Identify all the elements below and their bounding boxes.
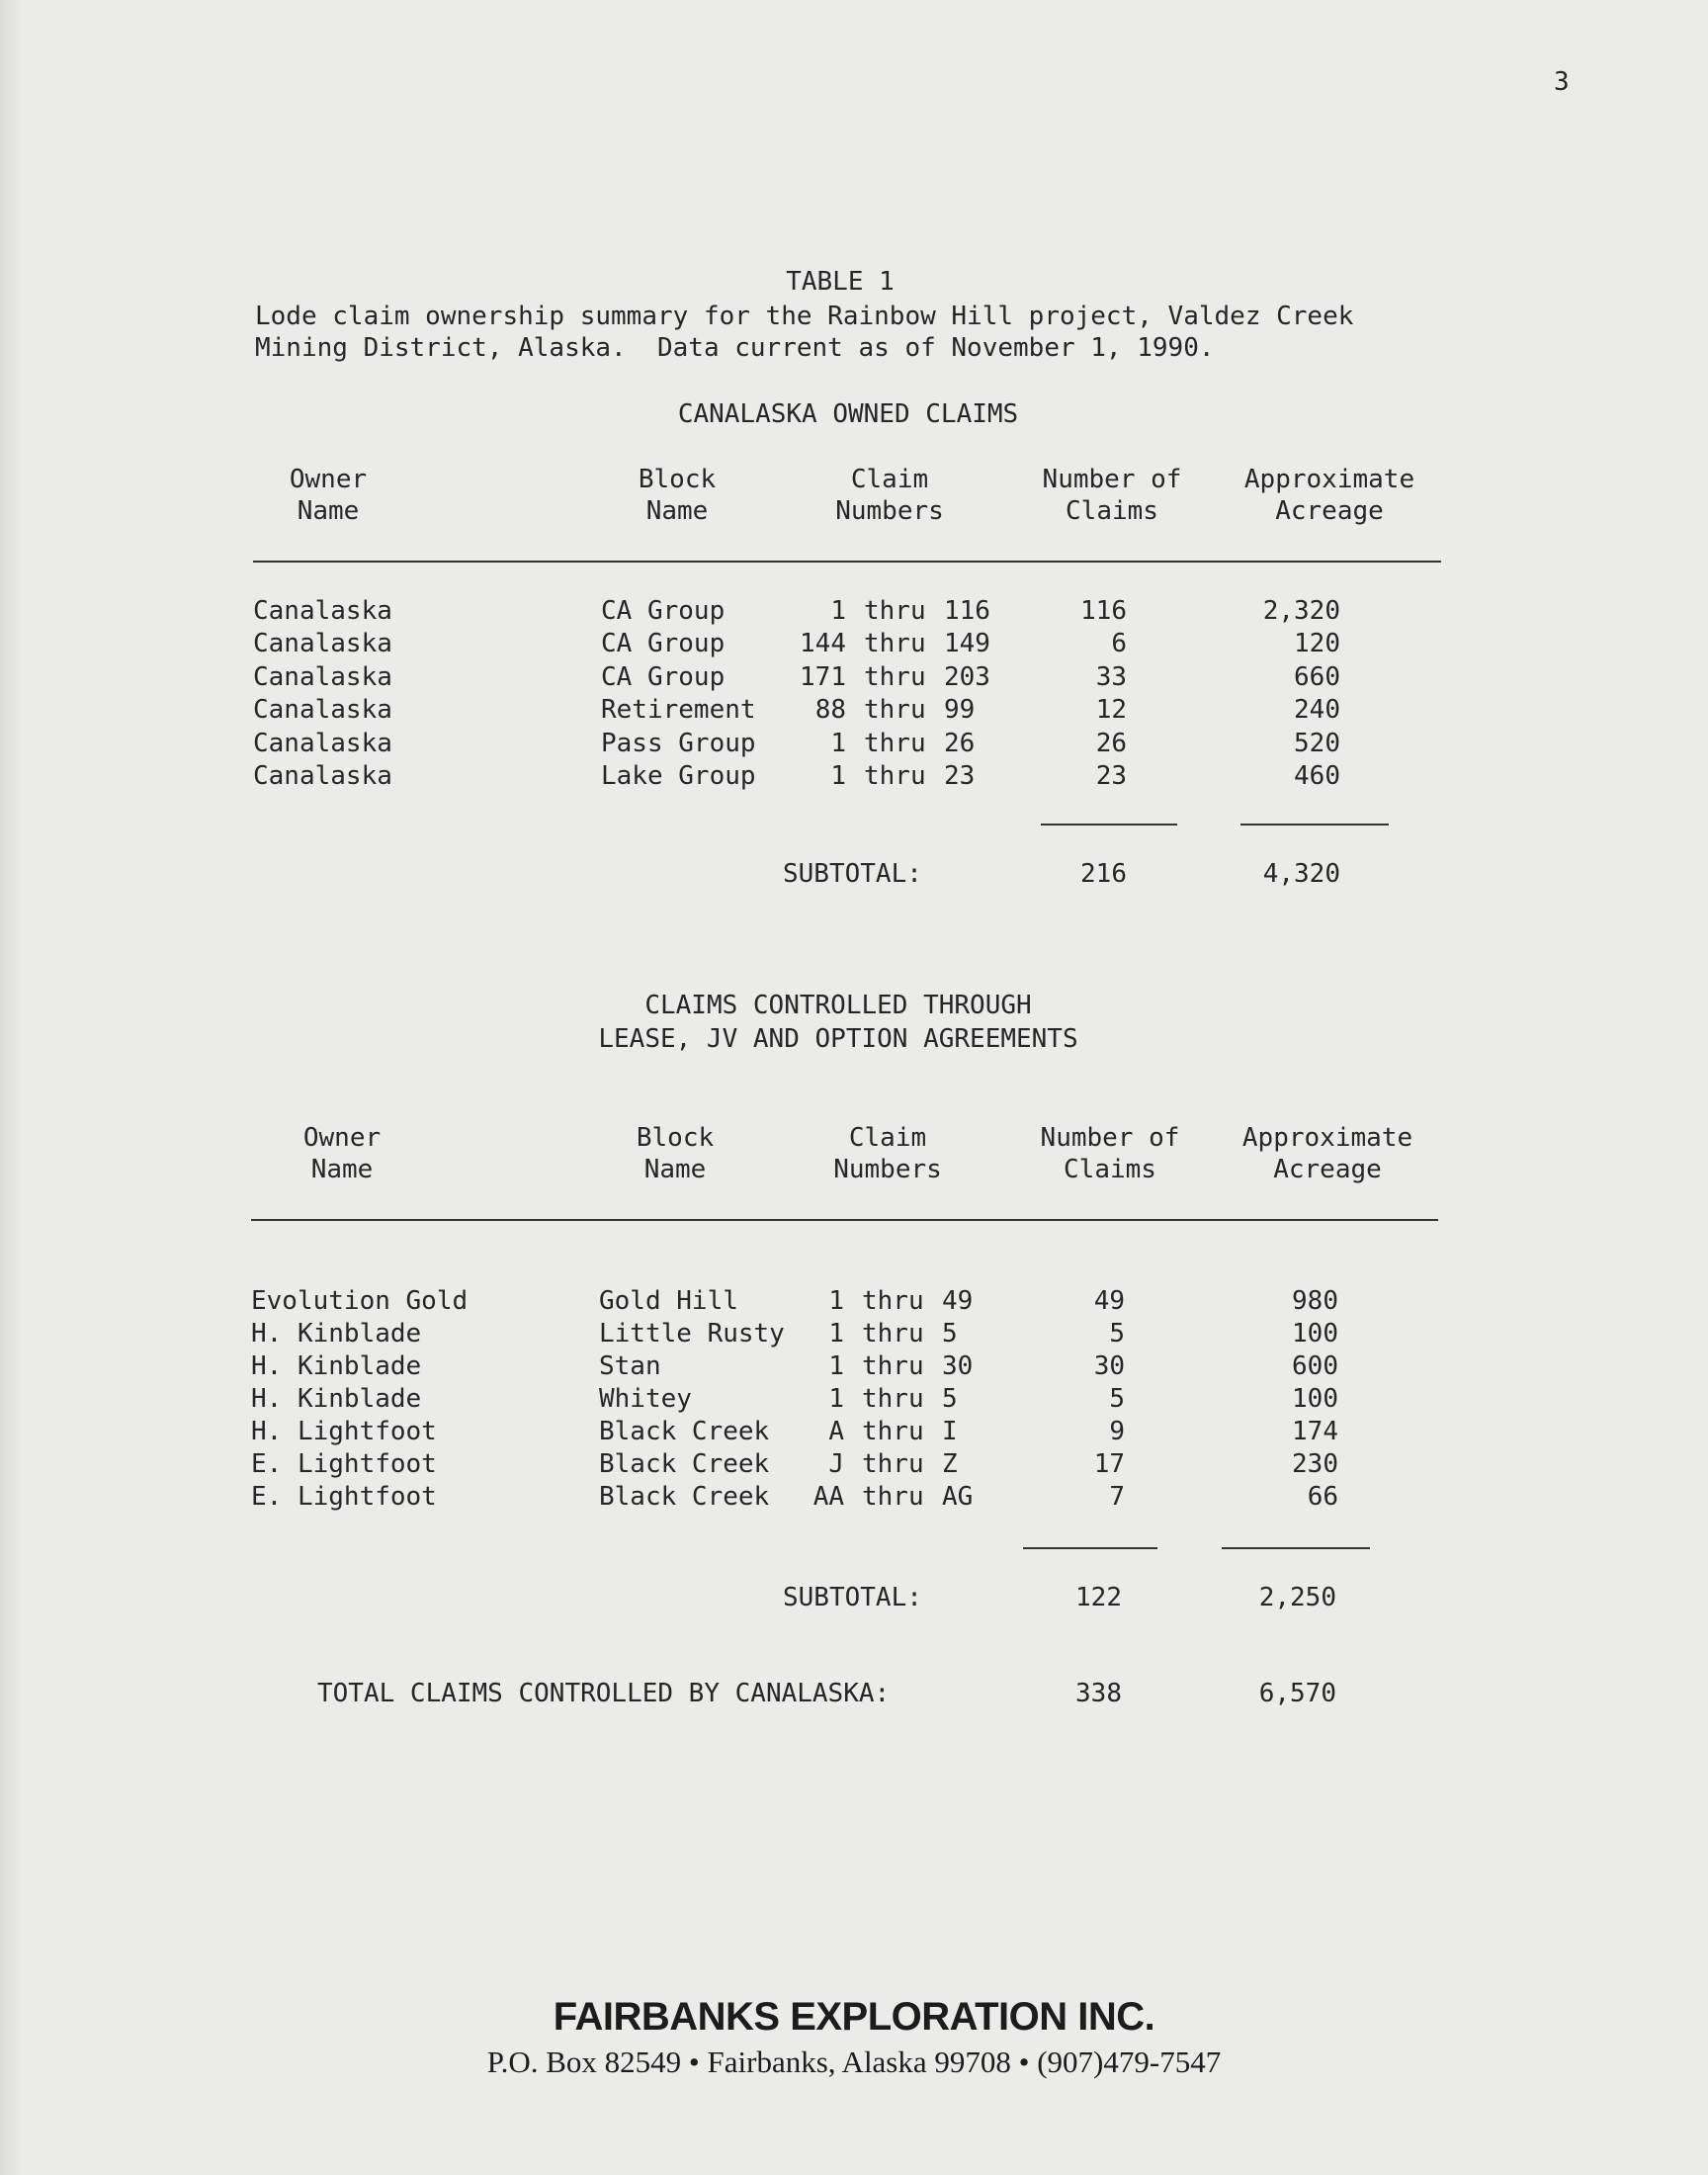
cell-from: 1	[830, 728, 846, 758]
cell-from: AA	[812, 1482, 844, 1512]
cell-thru: thru	[862, 1319, 924, 1348]
cell-acreage: 100	[1292, 1384, 1338, 1414]
cell-to: 26	[944, 728, 976, 758]
cell-to: 149	[944, 629, 990, 659]
cell-owner: Canalaska	[253, 695, 392, 726]
cell-acreage: 660	[1294, 661, 1340, 692]
cell-owner: E. Lightfoot	[251, 1482, 437, 1512]
header-claim-line1: Claim	[850, 465, 929, 494]
cell-from: 1	[828, 1319, 844, 1348]
table-row	[0, 1417, 1708, 1450]
table-row	[0, 1482, 1708, 1516]
section-2-header-rule	[251, 1219, 1438, 1221]
cell-to: 116	[944, 596, 990, 626]
cell-acreage: 174	[1292, 1417, 1338, 1446]
cell-from: 1	[830, 761, 846, 791]
cell-thru: thru	[862, 1417, 924, 1446]
header-acreage-line2: Acreage	[1273, 1155, 1382, 1184]
header-block-line2: Name	[643, 1155, 707, 1184]
cell-block: Gold Hill	[599, 1286, 738, 1316]
header-count-line2: Claims	[1066, 496, 1158, 526]
section-1-count-rule	[1041, 824, 1177, 826]
cell-from: J	[828, 1449, 844, 1479]
cell-from: 88	[814, 695, 846, 726]
cell-count: 116	[1080, 596, 1127, 626]
cell-to: 5	[942, 1384, 958, 1414]
cell-block: CA Group	[601, 596, 726, 626]
cell-thru: thru	[864, 695, 926, 726]
cell-from: 1	[828, 1286, 844, 1316]
table-label: TABLE 1	[786, 267, 895, 297]
cell-count: 17	[1093, 1449, 1125, 1479]
cell-owner: H. Kinblade	[251, 1351, 422, 1381]
cell-block: Stan	[599, 1351, 661, 1381]
cell-to: Z	[942, 1449, 958, 1479]
section-1-subtotal-count: 216	[1080, 859, 1127, 889]
section-2-count-rule	[1023, 1547, 1157, 1549]
cell-owner: Canalaska	[253, 661, 392, 692]
section-1-header-rule	[253, 561, 1441, 563]
page-number: 3	[1554, 67, 1570, 97]
cell-from: 1	[828, 1351, 844, 1381]
cell-count: 26	[1095, 728, 1127, 758]
cell-block: Retirement	[601, 695, 756, 726]
cell-thru: thru	[864, 596, 926, 626]
cell-acreage: 600	[1292, 1351, 1338, 1381]
header-owner-line2: Name	[297, 496, 360, 526]
cell-owner: H. Lightfoot	[251, 1417, 437, 1446]
header-block-line2: Name	[645, 496, 709, 526]
section-1-subtotal-label: SUBTOTAL:	[783, 859, 922, 889]
cell-owner: Canalaska	[253, 629, 392, 659]
cell-from: 144	[800, 629, 846, 659]
company-name: FAIRBANKS EXPLORATION INC.	[553, 1995, 1155, 2039]
cell-acreage: 2,320	[1262, 596, 1340, 626]
table-row	[0, 695, 1708, 729]
section-1-subtotal-acreage: 4,320	[1262, 859, 1340, 889]
cell-block: Black Creek	[599, 1417, 770, 1446]
cell-to: 30	[942, 1351, 974, 1381]
header-owner-line2: Name	[310, 1155, 374, 1184]
cell-owner: H. Kinblade	[251, 1319, 422, 1348]
company-address: P.O. Box 82549 • Fairbanks, Alaska 99708 • (907)479-7547	[486, 2044, 1222, 2079]
cell-to: AG	[942, 1482, 974, 1512]
cell-count: 9	[1109, 1417, 1125, 1446]
table-row	[0, 1286, 1708, 1320]
header-owner-line1: Owner	[302, 1123, 382, 1153]
cell-owner: Canalaska	[253, 761, 392, 791]
section-2-subtotal-acreage: 2,250	[1258, 1583, 1336, 1612]
cell-count: 30	[1093, 1351, 1125, 1381]
cell-thru: thru	[862, 1482, 924, 1512]
table-row	[0, 1351, 1708, 1385]
cell-thru: thru	[864, 761, 926, 791]
section-2-title-line-1: CLAIMS CONTROLLED THROUGH	[644, 991, 1032, 1020]
table-row	[0, 596, 1708, 630]
header-acreage-line1: Approximate	[1243, 465, 1415, 494]
cell-count: 12	[1095, 695, 1127, 726]
cell-block: CA Group	[601, 661, 726, 692]
cell-thru: thru	[862, 1449, 924, 1479]
cell-from: 171	[800, 661, 846, 692]
total-acreage: 6,570	[1258, 1679, 1336, 1708]
cell-thru: thru	[862, 1351, 924, 1381]
cell-block: Pass Group	[601, 728, 756, 758]
header-acreage-line1: Approximate	[1241, 1123, 1413, 1153]
header-owner-line1: Owner	[289, 465, 368, 494]
cell-acreage: 460	[1294, 761, 1340, 791]
cell-block: Little Rusty	[599, 1319, 785, 1348]
cell-block: Black Creek	[599, 1449, 770, 1479]
table-row	[0, 1449, 1708, 1483]
total-count: 338	[1075, 1679, 1122, 1708]
cell-count: 6	[1111, 629, 1127, 659]
table-row	[0, 629, 1708, 662]
cell-thru: thru	[864, 661, 926, 692]
section-1-title: CANALASKA OWNED CLAIMS	[677, 399, 1019, 429]
header-block-line1: Block	[636, 1123, 715, 1153]
cell-count: 23	[1095, 761, 1127, 791]
cell-from: A	[828, 1417, 844, 1446]
table-row	[0, 1384, 1708, 1418]
table-row	[0, 1319, 1708, 1352]
cell-count: 49	[1093, 1286, 1125, 1316]
cell-acreage: 980	[1292, 1286, 1338, 1316]
cell-owner: E. Lightfoot	[251, 1449, 437, 1479]
cell-to: 5	[942, 1319, 958, 1348]
cell-to: 99	[944, 695, 976, 726]
cell-acreage: 520	[1294, 728, 1340, 758]
section-2-title-line-2: LEASE, JV AND OPTION AGREEMENTS	[598, 1024, 1078, 1054]
cell-block: Lake Group	[601, 761, 756, 791]
cell-count: 5	[1109, 1384, 1125, 1414]
cell-acreage: 120	[1294, 629, 1340, 659]
cell-count: 7	[1109, 1482, 1125, 1512]
cell-to: I	[942, 1417, 958, 1446]
header-claim-line2: Numbers	[833, 1155, 942, 1184]
section-2-subtotal-label: SUBTOTAL:	[783, 1583, 922, 1612]
table-row	[0, 729, 1708, 762]
header-count-line1: Number of	[1040, 1123, 1180, 1153]
header-claim-line2: Numbers	[835, 496, 944, 526]
cell-to: 23	[944, 761, 976, 791]
scan-edge-shadow	[0, 0, 22, 2175]
table-row	[0, 761, 1708, 795]
header-count-line1: Number of	[1042, 465, 1182, 494]
header-claim-line1: Claim	[848, 1123, 927, 1153]
cell-thru: thru	[862, 1286, 924, 1316]
cell-thru: thru	[862, 1384, 924, 1414]
header-acreage-line2: Acreage	[1275, 496, 1384, 526]
cell-from: 1	[830, 596, 846, 626]
header-count-line2: Claims	[1064, 1155, 1156, 1184]
total-label: TOTAL CLAIMS CONTROLLED BY CANALASKA:	[317, 1679, 891, 1708]
section-1-acreage-rule	[1240, 824, 1389, 826]
cell-owner: H. Kinblade	[251, 1384, 422, 1414]
cell-thru: thru	[864, 629, 926, 659]
cell-owner: Evolution Gold	[251, 1286, 469, 1316]
section-2-acreage-rule	[1222, 1547, 1370, 1549]
cell-acreage: 66	[1307, 1482, 1338, 1512]
cell-owner: Canalaska	[253, 596, 392, 626]
cell-owner: Canalaska	[253, 728, 392, 758]
cell-acreage: 240	[1294, 695, 1340, 726]
cell-to: 49	[942, 1286, 974, 1316]
cell-block: Black Creek	[599, 1482, 770, 1512]
cell-from: 1	[828, 1384, 844, 1414]
cell-thru: thru	[864, 728, 926, 758]
header-block-line1: Block	[638, 465, 717, 494]
cell-count: 33	[1095, 661, 1127, 692]
section-2-subtotal-count: 122	[1075, 1583, 1122, 1612]
cell-block: Whitey	[599, 1384, 692, 1414]
cell-acreage: 100	[1292, 1319, 1338, 1348]
table-row	[0, 662, 1708, 696]
caption-line-2: Mining District, Alaska. Data current as of November 1, 1990.	[255, 333, 1215, 363]
cell-block: CA Group	[601, 629, 726, 659]
cell-to: 203	[944, 661, 990, 692]
cell-acreage: 230	[1292, 1449, 1338, 1479]
cell-count: 5	[1109, 1319, 1125, 1348]
caption-line-1: Lode claim ownership summary for the Rainbow Hill project, Valdez Creek	[255, 302, 1354, 331]
